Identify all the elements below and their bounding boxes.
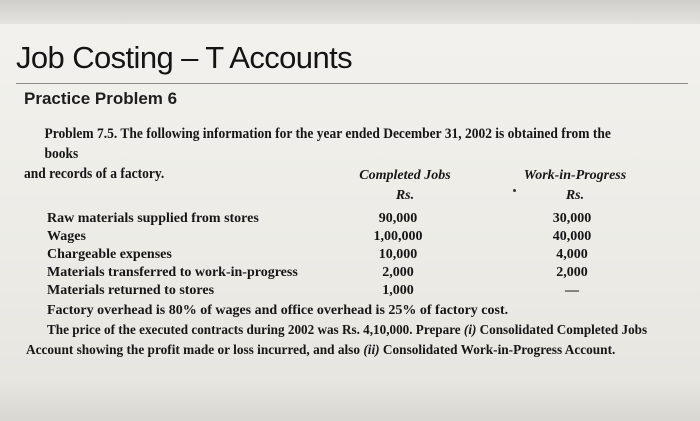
row-label: Wages xyxy=(47,229,86,244)
account-text: Account showing the profit made or loss incurred, and also xyxy=(26,343,364,358)
row-label: Materials returned to stores xyxy=(47,283,215,298)
row-label: Raw materials supplied from stores xyxy=(47,211,259,226)
completed-value: 1,00,000 xyxy=(373,229,423,244)
price-text: The price of the executed contracts during 2002 was Rs. 4,10,000. Prepare xyxy=(47,323,464,338)
wip-value: 4,000 xyxy=(556,247,588,262)
problem-number: Problem 7.5. xyxy=(44,126,118,142)
wip-value: 30,000 xyxy=(552,211,592,226)
wip-value: 40,000 xyxy=(552,229,592,244)
bottom-shadow xyxy=(0,381,700,421)
row-label: Chargeable expenses xyxy=(47,247,172,262)
completed-value: 90,000 xyxy=(378,211,418,226)
slide-subtitle: Practice Problem 6 xyxy=(24,89,178,108)
completed-value: 2,000 xyxy=(382,265,414,280)
problem-line-1: The following information for the year ended December 31, 2002 is obtained from the books xyxy=(44,126,611,162)
completed-value: 1,000 xyxy=(382,283,414,298)
wip-value: — xyxy=(565,283,579,298)
top-edge-shadow xyxy=(0,0,700,24)
row-label: Materials transferred to work-in-progress xyxy=(47,265,298,280)
stray-dot xyxy=(513,189,516,192)
completed-value: 10,000 xyxy=(378,247,418,262)
overhead-note: Factory overhead is 80% of wages and office overhead is 25% of factory cost. xyxy=(47,303,509,318)
account-note xyxy=(26,343,615,359)
account-text-end: Consolidated Work-in-Progress Account. xyxy=(379,343,616,358)
slide-title: Job Costing – T Accounts xyxy=(16,40,353,75)
title-divider xyxy=(16,83,688,84)
price-note xyxy=(47,323,647,339)
column-unit-wip: Rs. xyxy=(565,188,585,203)
marker-ii: (ii) xyxy=(363,343,380,358)
column-heading-wip: Work-in-Progress xyxy=(523,168,627,183)
wip-value: 2,000 xyxy=(556,265,588,280)
price-text-end: Consolidated Completed Jobs xyxy=(476,323,648,338)
problem-line-2: and records of a factory. xyxy=(24,166,165,182)
marker-i: (i) xyxy=(463,323,477,338)
column-heading-completed: Completed Jobs xyxy=(359,168,451,183)
column-unit-completed: Rs. xyxy=(395,188,415,203)
